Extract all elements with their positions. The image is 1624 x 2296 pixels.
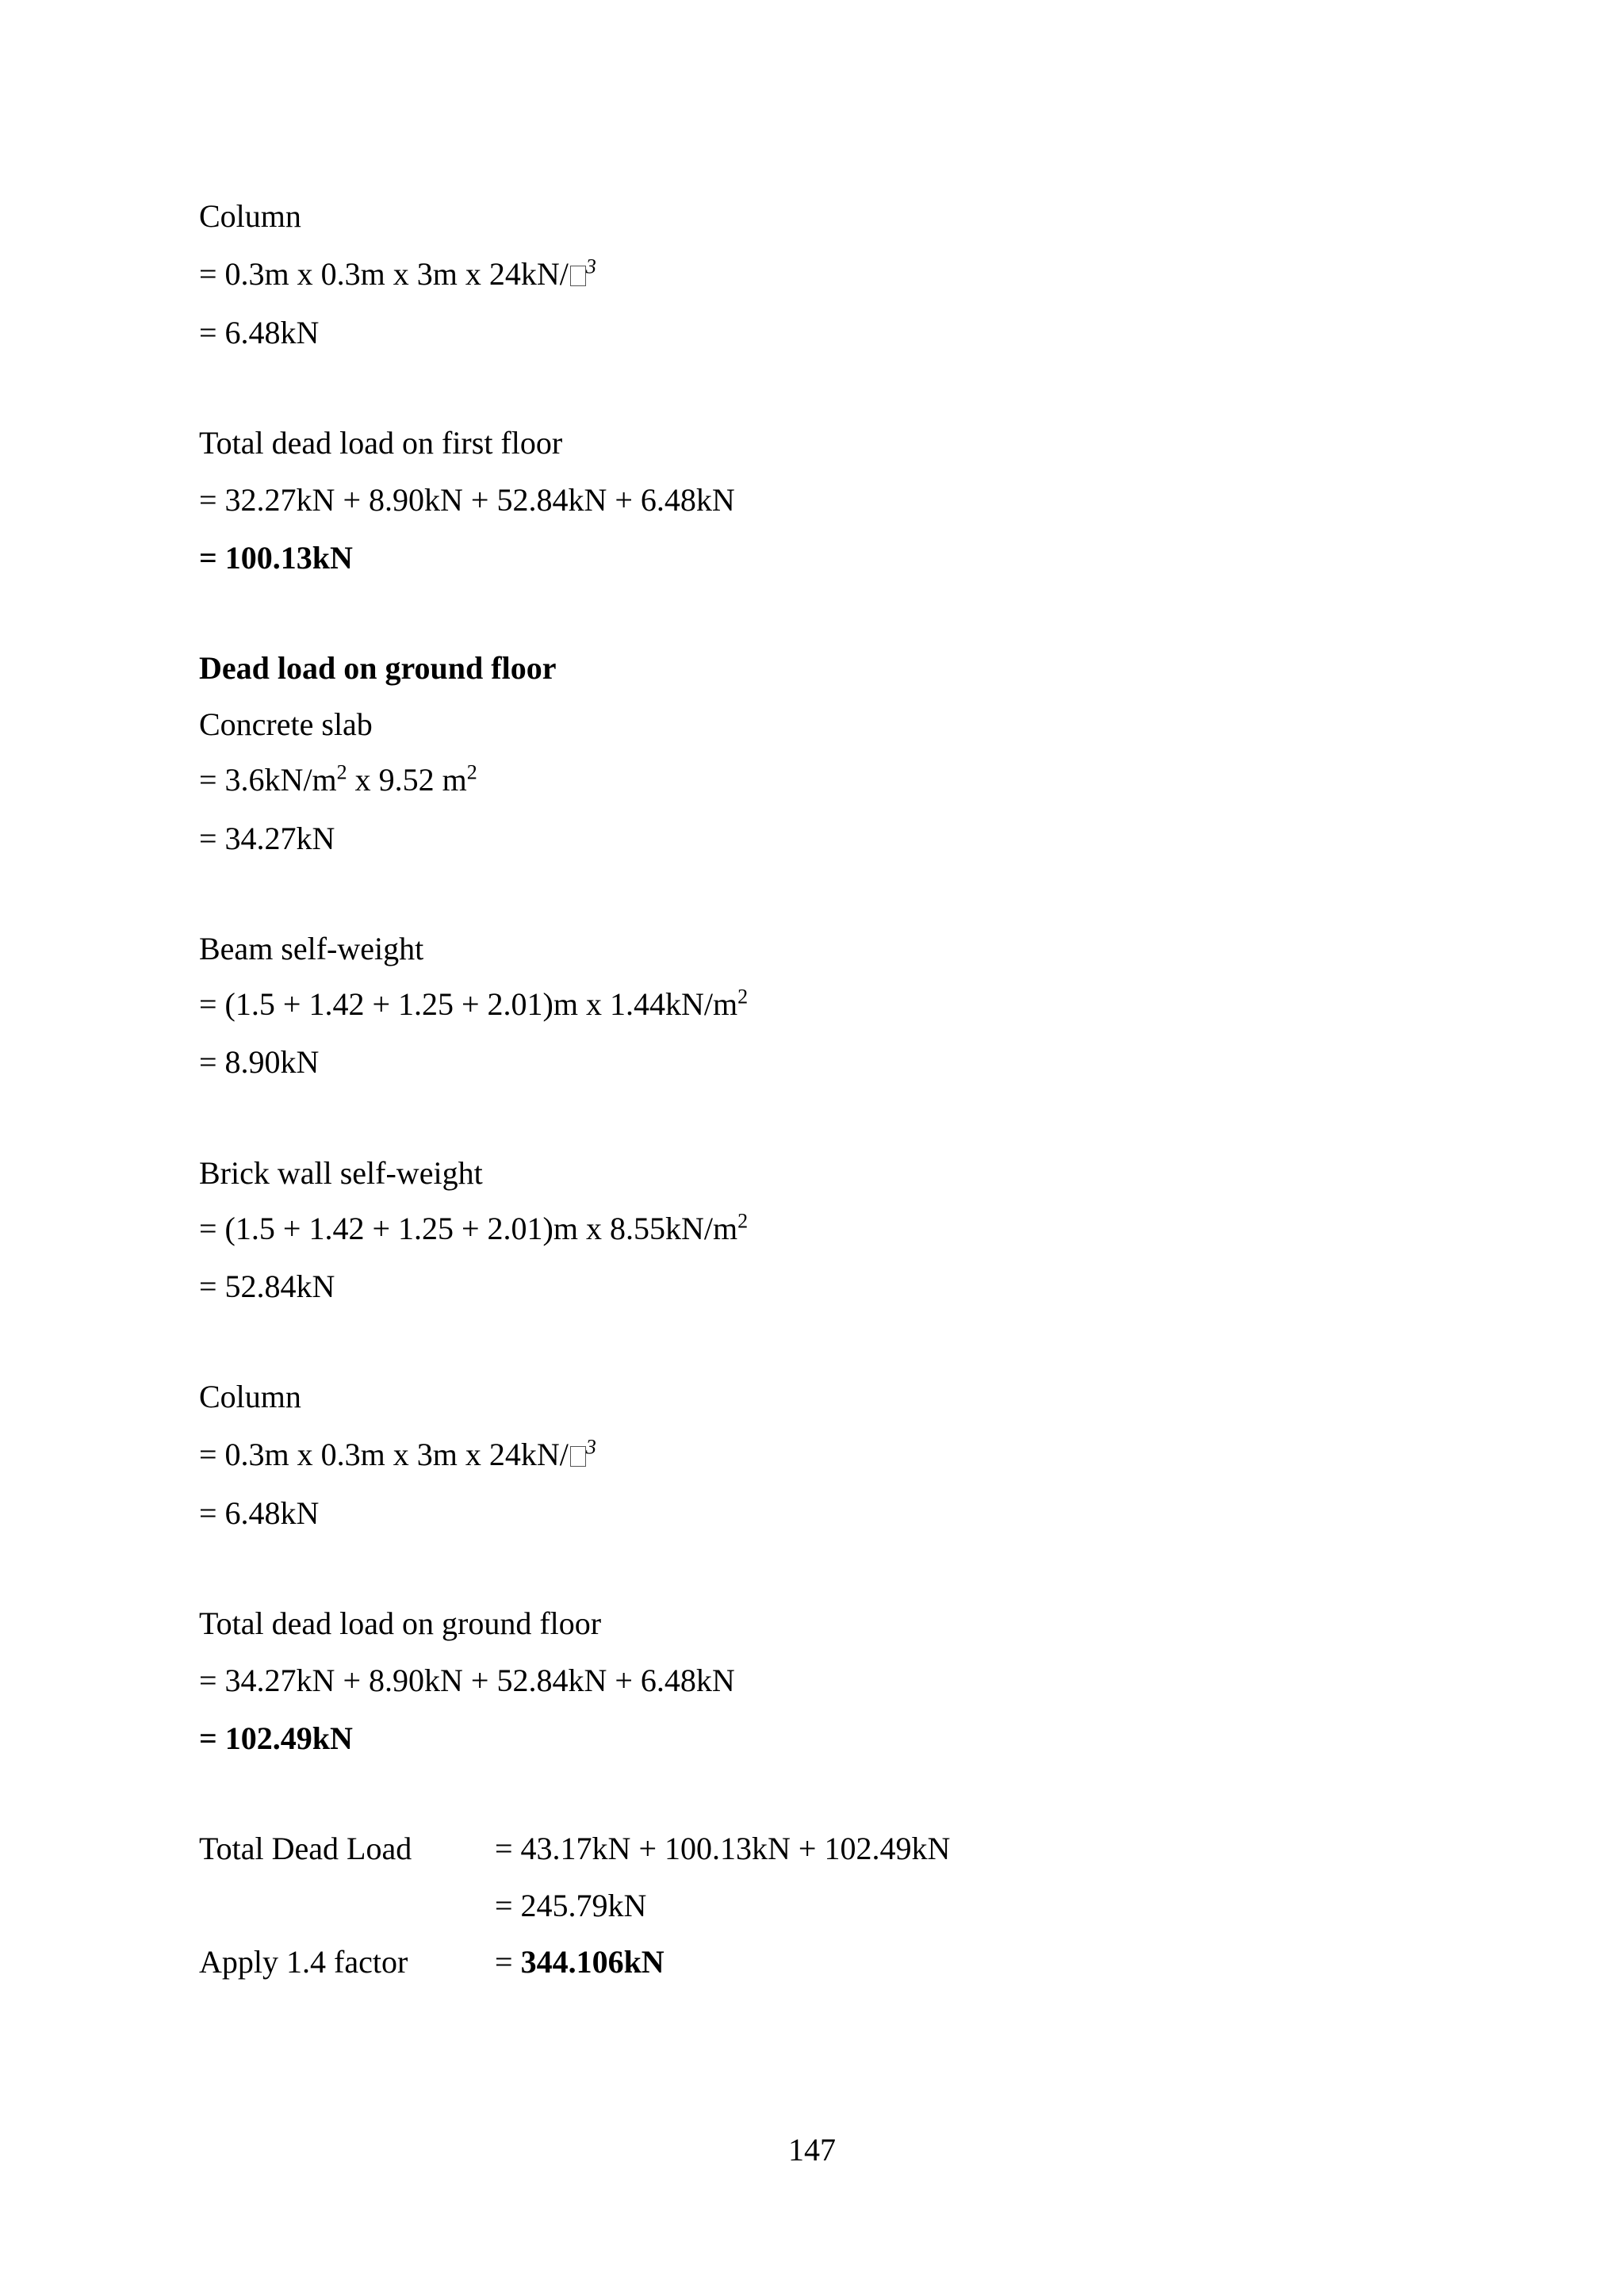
column-heading-first-floor: Column <box>199 198 301 234</box>
slab-calc-b-exponent: 2 <box>466 760 477 784</box>
beam-calc-text: = (1.5 + 1.42 + 1.25 + 2.01)m x 1.44kN/m <box>199 986 738 1022</box>
brick-calc <box>199 1210 748 1248</box>
beam-result: = 8.90kN <box>199 1044 320 1080</box>
apply-factor-result: 344.106kN <box>520 1944 665 1980</box>
total-result-ground-floor: = 102.49kN <box>199 1720 353 1756</box>
slab-result: = 34.27kN <box>199 821 335 856</box>
total-calc-ground-floor: = 34.27kN + 8.90kN + 52.84kN + 6.48kN <box>199 1663 735 1698</box>
apply-factor-label: Apply 1.4 factor <box>199 1944 408 1980</box>
slab-heading: Concrete slab <box>199 706 373 742</box>
beam-calc <box>199 985 748 1024</box>
total-result-first-floor: = 100.13kN <box>199 540 353 576</box>
slab-calc-a: = 3.6kN/m <box>199 762 337 798</box>
column-heading-ground-floor: Column <box>199 1379 301 1414</box>
total-heading-ground-floor: Total dead load on ground floor <box>199 1605 602 1641</box>
missing-glyph-box <box>570 1446 586 1467</box>
beam-heading: Beam self-weight <box>199 931 424 966</box>
column-calc-first-floor <box>199 255 596 293</box>
page-number: 147 <box>788 2132 836 2168</box>
brick-result: = 52.84kN <box>199 1269 335 1304</box>
ground-floor-heading: Dead load on ground floor <box>199 650 557 686</box>
slab-calc-b: x 9.52 m <box>347 762 467 798</box>
column-calc-exponent: 3 <box>585 1435 596 1459</box>
slab-calc-a-exponent: 2 <box>336 760 347 784</box>
missing-glyph-box <box>570 266 586 286</box>
slab-calc <box>199 761 477 799</box>
column-calc-text: = 0.3m x 0.3m x 3m x 24kN/ <box>199 256 569 292</box>
brick-calc-exponent: 2 <box>737 1209 749 1233</box>
column-calc-text: = 0.3m x 0.3m x 3m x 24kN/ <box>199 1437 569 1472</box>
total-dead-load-sum: = 245.79kN <box>495 1888 647 1923</box>
apply-factor-equals: = <box>495 1944 521 1980</box>
beam-calc-exponent: 2 <box>737 985 749 1008</box>
column-result-ground-floor: = 6.48kN <box>199 1495 320 1531</box>
column-calc-exponent: 3 <box>585 254 596 278</box>
brick-calc-text: = (1.5 + 1.42 + 1.25 + 2.01)m x 8.55kN/m <box>199 1211 738 1246</box>
total-calc-first-floor: = 32.27kN + 8.90kN + 52.84kN + 6.48kN <box>199 482 735 518</box>
brick-heading: Brick wall self-weight <box>199 1155 483 1191</box>
total-dead-load-calc: = 43.17kN + 100.13kN + 102.49kN <box>495 1831 951 1866</box>
total-heading-first-floor: Total dead load on first floor <box>199 425 563 461</box>
column-result-first-floor: = 6.48kN <box>199 315 320 350</box>
total-dead-load-label: Total Dead Load <box>199 1831 412 1866</box>
apply-factor-value <box>495 1943 665 1981</box>
column-calc-ground-floor <box>199 1436 596 1474</box>
